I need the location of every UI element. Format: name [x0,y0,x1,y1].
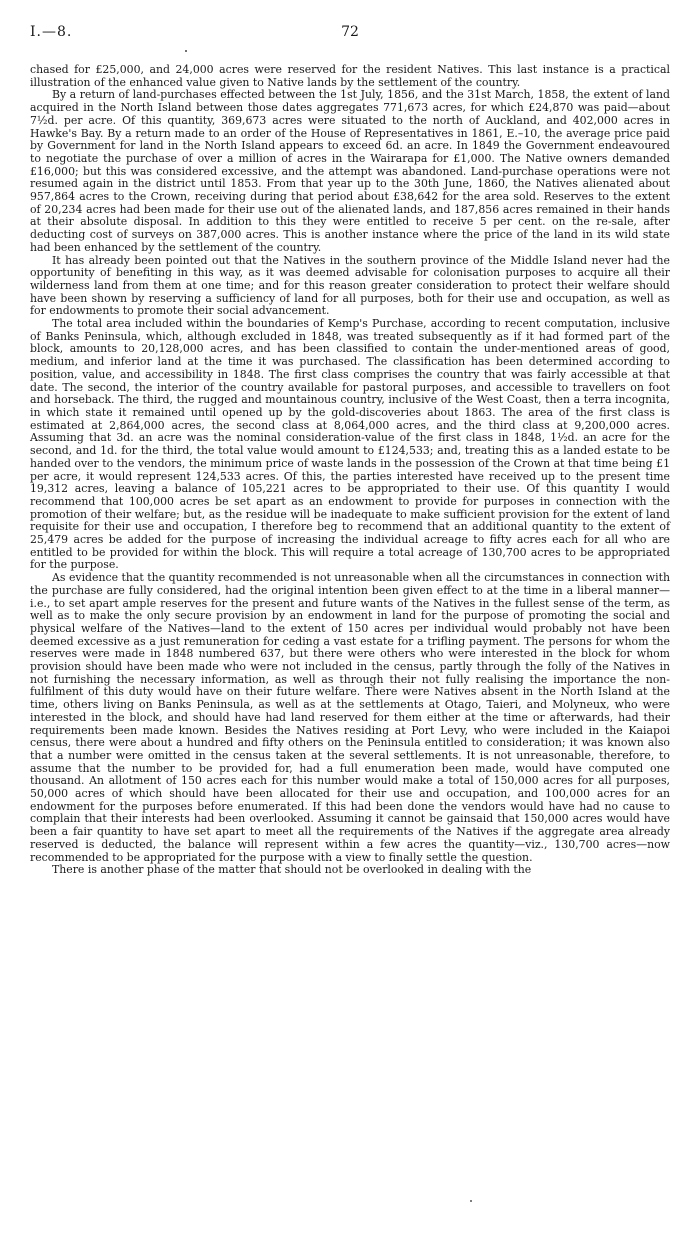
document-page [30,24,670,1224]
page-number: 72 [341,24,359,40]
paragraph-evidence: As evidence that the quantity recommended is not unreasonable when all the circumstances in connection with the purchase are fully considered, had the original intention been given effect to at the time in a liberal manner—i.e., to set apart ample reserves for the present and future wants of the Natives in the fullest sense of the term, as well as to make the only secure provision by an endowment in land for the purpose of promoting the social and physical welfare of the Natives—land to the extent of 150 acres per individual would probably not have been deemed excessive as a just remuneration for ceding a vast estate for a trifling payment. The persons for whom the reserves were made in 1848 numbered 637, but there were others who were interested in the block for whom provision should have been made who were not included in the census, partly through the folly of the Natives in not furnishing the necessary information, as well as through their not fully realising the importance the non-fulfilment of this duty would have on their future welfare. There were Natives absent in the North Island at the time, others living on Banks Peninsula, as well as at the settlements at Otago, Taieri, and Molyneux, who were interested in the block, and should have had land reserved for them either at the time or afterwards, had their requirements been made known. Besides the Natives residing at Port Levy, who were included in the Kaiapoi census, there were about a hundred and fifty others on the Peninsula entitled to consideration; it was known also that a number were omitted in the census taken at the several settlements. It is not unreasonable, therefore, to assume that the number to be provided for, had a full enumeration been made, would have computed one thousand. An allotment of 150 acres each for this number would make a total of 150,000 acres for all purposes, 50,000 acres of which should have been allocated for their use and occupation, and 100,000 acres for an endowment for the purposes before enumerated. If this had been done the vendors would have had no cause to complain that their interests had been overlooked. Assuming it cannot be gainsaid that 150,000 acres would have been a fair quantity to have set apart to meet all the requirements of the Natives if the aggregate area already reserved is deducted, the balance will represent within a few acres the quantity—viz., 130,700 acres—now recommended to be appropriated for the purpose with a view to finally settle the question. [30,571,670,864]
paragraph-land-purchase-returns: By a return of land-purchases effected between the 1st July, 1856, and the 31st March, 1858, the extent of land acquired in the North Island between those dates aggregates 771,673 acres, for which £24,870 was paid—about 7½d. per acre. Of this quantity, 369,673 acres were situated to the north of Auckland, and 402,000 acres in Hawke's Bay. By a return made to an order of the House of Representatives in 1861, E.–10, the average price paid by Government for land in the North Island appears to exceed 6d. an acre. In 1849 the Government endeavoured to negotiate the purchase of over a million of acres in the Wairarapa for £1,000. The Native owners demanded £16,000; but this was considered excessive, and the attempt was abandoned. Land-purchase operations were not resumed again in the district until 1853. From that year up to the 30th June, 1860, the Natives alienated about 957,864 acres to the Crown, receiving during that period about £38,642 for the area sold. Reserves to the extent of 20,234 acres had been made for their use out of the alienated lands, and 187,856 acres remained in their hands at their absolute disposal. In addition to this they were entitled to receive 5 per cent. on the re-sale, after deducting cost of surveys on 387,000 acres. This is another instance where the price of the land in its wild state had been enhanced by the settlement of the country. [30,88,670,254]
print-mark [185,50,187,52]
paragraph-continuation: chased for £25,000, and 24,000 acres were reserved for the resident Natives. This last instance is a practical illustration of the enhanced value given to Native lands by the settlement of the country. [30,63,670,89]
document-reference: I.—8. [30,24,73,40]
page-header [30,24,670,48]
paragraph-kemps-purchase: The total area included within the boundaries of Kemp's Purchase, according to recent computation, inclusive of Banks Peninsula, which, although excluded in 1848, was treated subsequently as if it had formed part of the block, amounts to 20,128,000 acres, and has been classified to contain the under-mentioned areas of good, medium, and inferior land at the time it was purchased. The classification has been determined according to position, value, and accessibility in 1848. The first class comprises the country that was fairly accessible at that date. The second, the interior of the country available for pastoral purposes, and accessible to travellers on foot and horseback. The third, the rugged and mountainous country, inclusive of the West Coast, then a terra incognita, in which state it remained until opened up by the gold-discoveries about 1863. The area of the first class is estimated at 2,864,000 acres, the second class at 8,064,000 acres, and the third class at 9,200,000 acres. Assuming that 3d. an acre was the nominal consideration-value of the first class in 1848, 1½d. an acre for the second, and 1d. for the third, the total value would amount to £124,533; and, treating this as a landed estate to be handed over to the vendors, the minimum price of waste lands in the possession of the Crown at that time being £1 per acre, it would represent 124,533 acres. Of this, the parties interested have received up to the present time 19,312 acres, leaving a balance of 105,221 acres to be appropriated to their use. Of this quantity I would recommend that 100,000 acres be set apart as an endowment to provide for purposes in connection with the promotion of their welfare; but, as the residue will be inadequate to make sufficient provision for the extent of land requisite for their use and occupation, I therefore beg to recommend that an additional quantity to the extent of 25,479 acres be added for the purpose of increasing the individual acreage to fifty acres each for all who are entitled to be provided for within the block. This will require a total acreage of 130,700 acres to be appropriated for the purpose. [30,317,670,572]
paragraph-another-phase: There is another phase of the matter that should not be overlooked in dealing with the [52,863,532,877]
paragraph-southern-province: It has already been pointed out that the Natives in the southern province of the Middle Island never had the opportunity of benefiting in this way, as it was deemed advisable for colonisation purposes to acquire all their wilderness land from them at one time; and for this reason greater consideration to protect their welfare should have been shown by reserving a sufficiency of land for all purposes, both for their use and occupation, as well as for endowments to promote their social advancement. [30,253,670,318]
print-dot [470,1200,472,1202]
body-text [30,64,670,877]
